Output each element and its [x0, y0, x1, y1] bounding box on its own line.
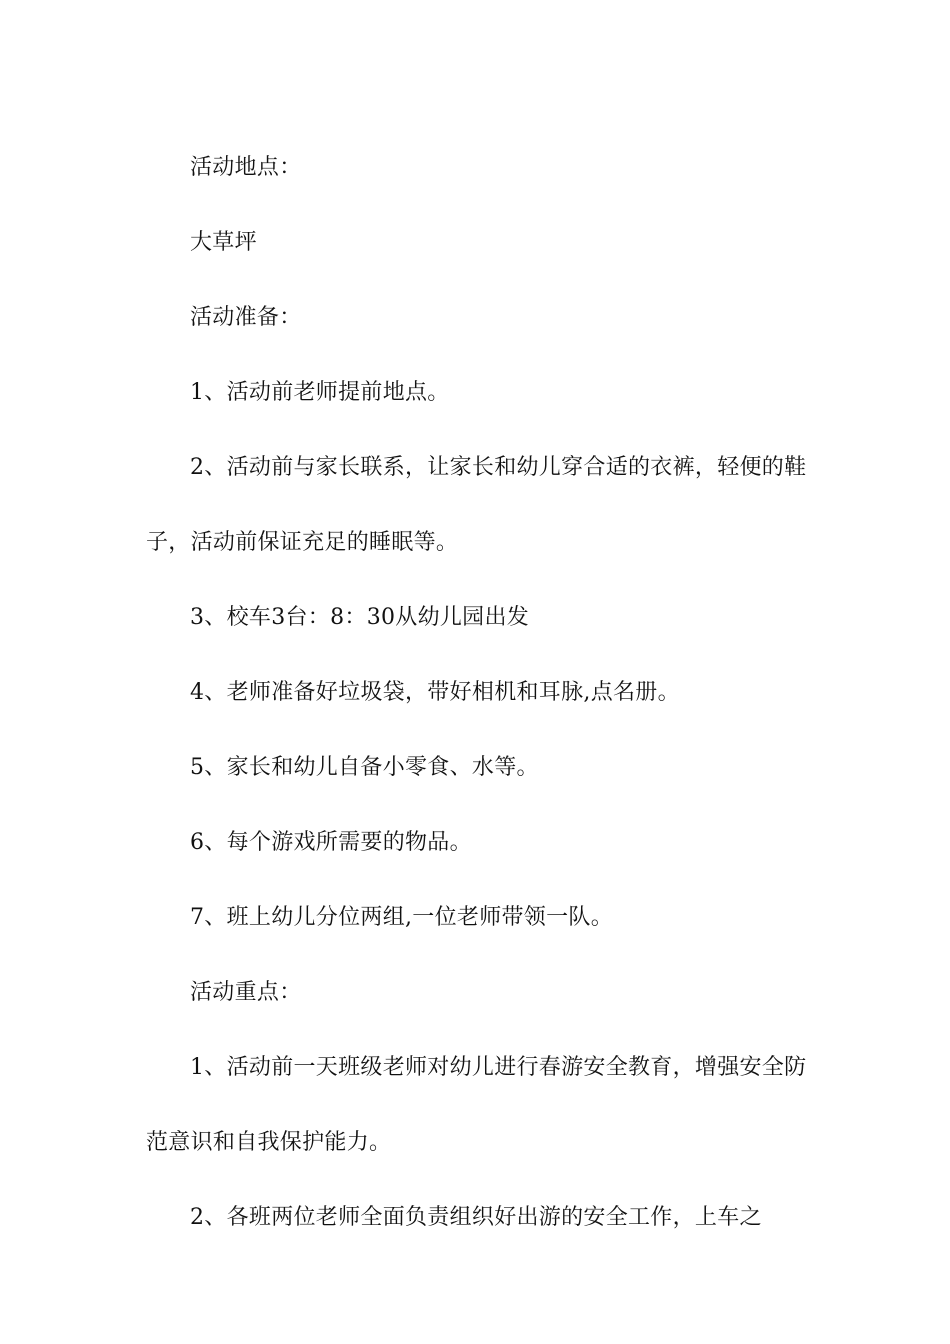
key-point-item-2: 2、各班两位老师全面负责组织好出游的安全工作，上车之	[190, 1205, 762, 1230]
key-point-item-1: 1、活动前一天班级老师对幼儿进行春游安全教育，增强安全防范意识和自我保护能力。	[146, 1055, 807, 1155]
preparation-item-7: 7、班上幼儿分位两组,一位老师带领一队。	[190, 905, 613, 930]
preparation-item-4: 4、老师准备好垃圾袋，带好相机和耳脉,点名册。	[190, 680, 680, 705]
preparation-item-3: 3、校车3台：8：30从幼儿园出发	[190, 605, 530, 630]
heading-location: 活动地点：	[190, 155, 302, 180]
location-value: 大草坪	[190, 230, 257, 255]
heading-key-points: 活动重点：	[190, 980, 302, 1005]
preparation-item-2: 2、活动前与家长联系，让家长和幼儿穿合适的衣裤，轻便的鞋子，活动前保证充足的睡眠等。	[146, 455, 807, 555]
preparation-item-1: 1、活动前老师提前地点。	[190, 380, 450, 405]
preparation-item-5: 5、家长和幼儿自备小零食、水等。	[190, 755, 539, 780]
preparation-item-6: 6、每个游戏所需要的物品。	[190, 830, 472, 855]
heading-preparation: 活动准备：	[190, 305, 302, 330]
document-body	[146, 130, 810, 1255]
